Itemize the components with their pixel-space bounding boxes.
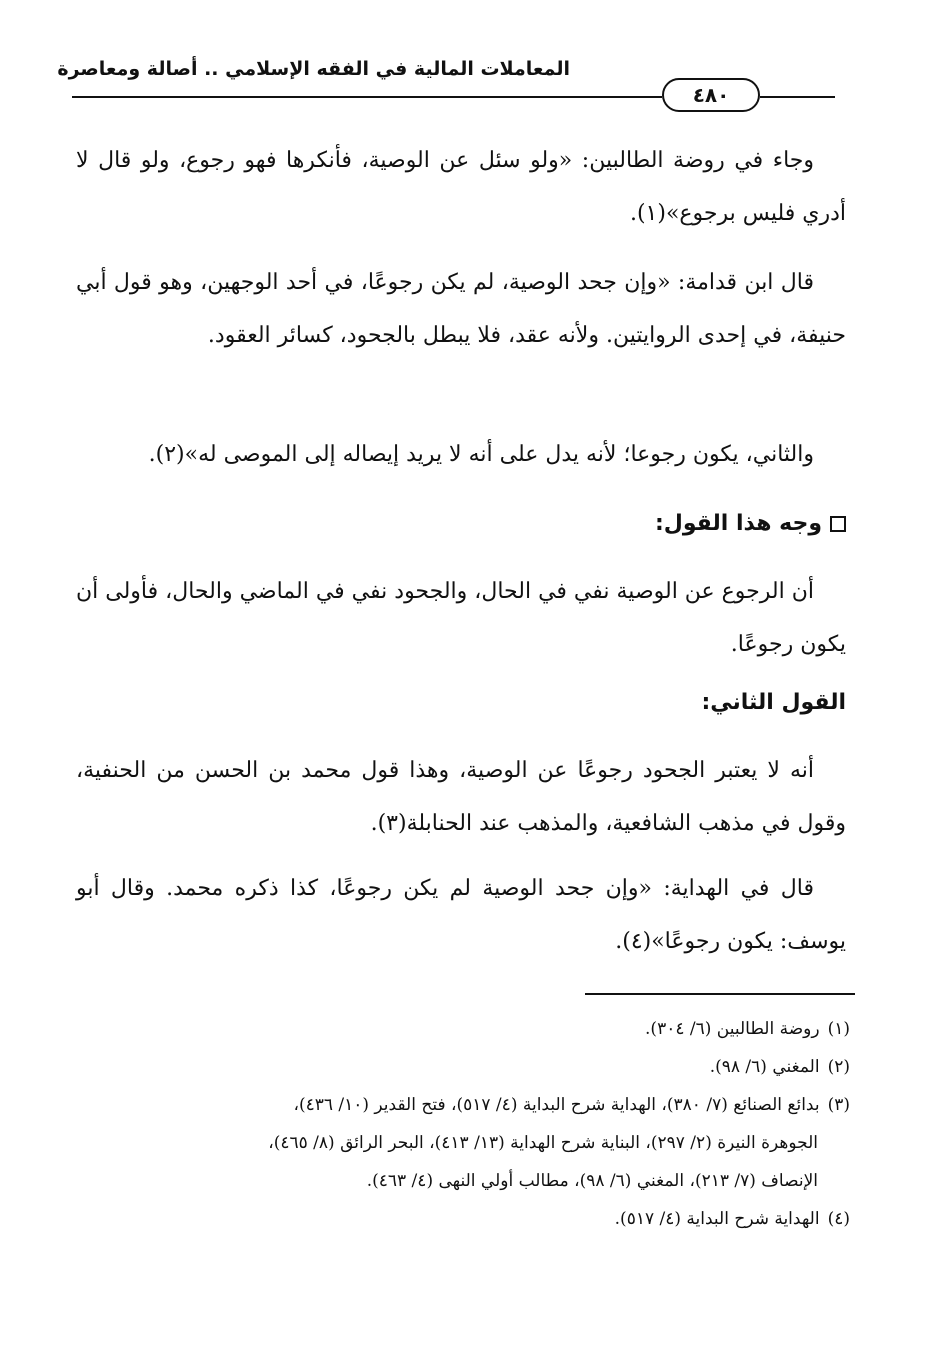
paragraph: أنه لا يعتبر الجحود رجوعًا عن الوصية، وهذا قول محمد بن الحسن من الحنفية، وقول في مذهب الشافعية، والمذهب عند الحنابلة(٣). <box>76 758 846 836</box>
page-number: ٤٨٠ <box>662 78 760 112</box>
footnote-number: (٢) <box>827 1057 850 1077</box>
footnote-text: المغني (٦/ ٩٨). <box>709 1057 820 1077</box>
checkbox-icon <box>830 516 846 532</box>
footnote-separator <box>585 993 855 995</box>
footnote <box>70 1010 850 1048</box>
header-rule <box>760 96 835 98</box>
footnote-text: بدائع الصنائع (٧/ ٣٨٠)، الهداية شرح البداية (٤/ ٥١٧)، فتح القدير (١٠/ ٤٣٦)، <box>293 1095 820 1115</box>
section-heading <box>76 511 846 536</box>
footnote <box>70 1200 850 1238</box>
footnote-number: (١) <box>827 1019 850 1039</box>
footnote-number: (٤) <box>827 1209 850 1229</box>
footnote-text: الهداية شرح البداية (٤/ ٥١٧). <box>614 1209 820 1229</box>
footnotes <box>70 1010 850 1238</box>
footnote-number: (٣) <box>827 1095 850 1115</box>
footnote-text: الإنصاف (٧/ ٢١٣)، المغني (٦/ ٩٨)، مطالب أولي النهى (٤/ ٤٦٣). <box>366 1171 818 1191</box>
paragraph: أن الرجوع عن الوصية نفي في الحال، والجحود نفي في الماضي والحال، فأولى أن يكون رجوعًا. <box>76 579 846 657</box>
running-header-title: المعاملات المالية في الفقه الإسلامي .. أصالة ومعاصرة <box>57 58 570 80</box>
header-rule <box>72 96 662 98</box>
paragraph: وجاء في روضة الطالبين: «ولو سئل عن الوصية، فأنكرها فهو رجوع، ولو قال لا أدري فليس برجوع»(١). <box>76 148 846 226</box>
footnote-text: روضة الطالبين (٦/ ٣٠٤). <box>645 1019 820 1039</box>
footnote <box>70 1086 850 1200</box>
paragraph: قال ابن قدامة: «وإن جحد الوصية، لم يكن رجوعًا، في أحد الوجهين، وهو قول أبي حنيفة، في إحدى الروايتين. ولأنه عقد، فلا يبطل بالجحود، كسائر العقود. <box>76 270 846 348</box>
paragraph: والثاني، يكون رجوعا؛ لأنه يدل على أنه لا يريد إيصاله إلى الموصى له»(٢). <box>148 442 814 467</box>
footnote <box>70 1048 850 1086</box>
paragraph: قال في الهداية: «وإن جحد الوصية لم يكن رجوعًا، كذا ذكره محمد. وقال أبو يوسف: يكون رجوعًا»(٤). <box>76 876 846 954</box>
footnote-text: الجوهرة النيرة (٢/ ٢٩٧)، البناية شرح الهداية (١٣/ ٤١٣)، البحر الرائق (٨/ ٤٦٥)، <box>268 1133 818 1153</box>
section-heading-text: وجه هذا القول: <box>654 511 822 536</box>
section-heading: القول الثاني: <box>701 690 846 715</box>
